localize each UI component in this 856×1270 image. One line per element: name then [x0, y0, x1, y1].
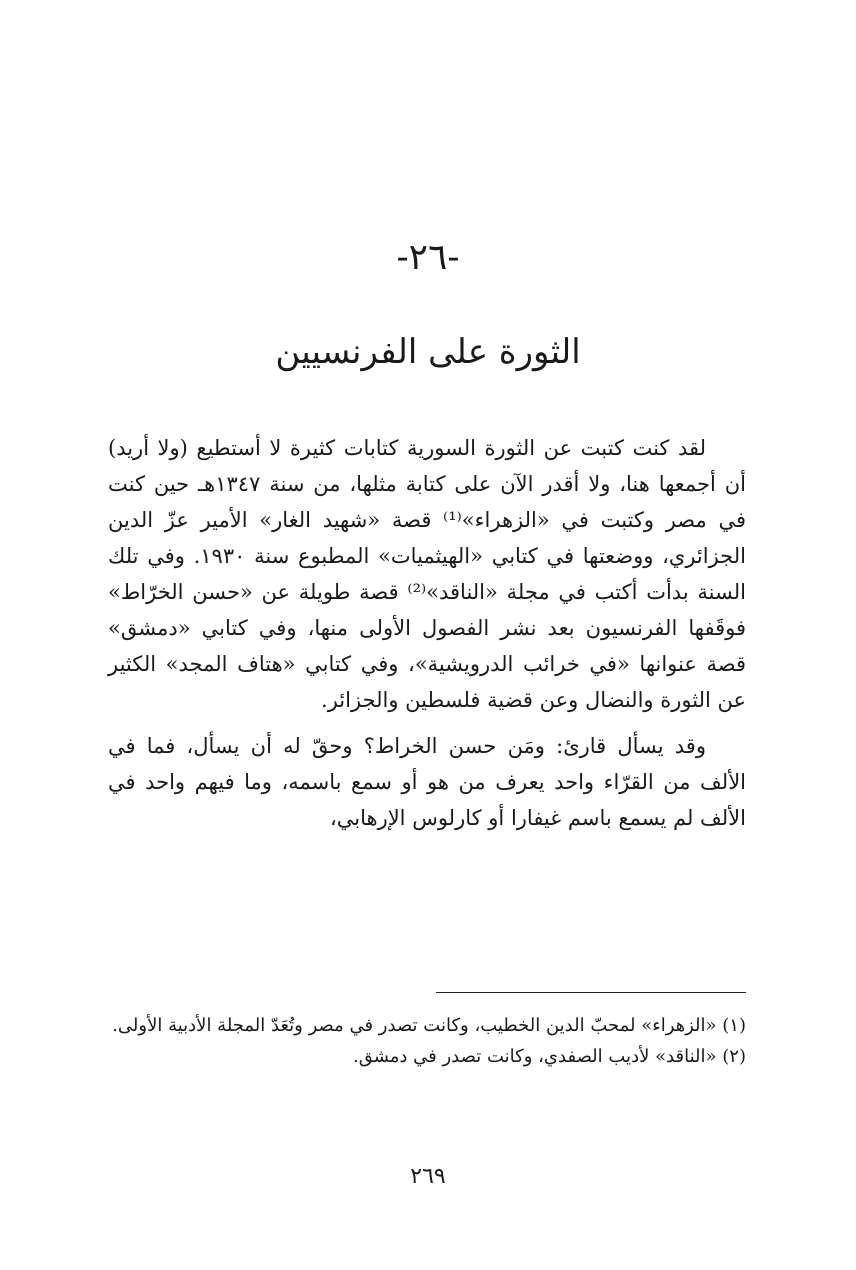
body-text	[108, 430, 746, 846]
paragraph-2: وقد يسأل قارئ: ومَن حسن الخراط؟ وحقّ له أن يسأل، فما في الألف من القرّاء واحد يعرف من هو أو سمع باسمه، وما فيهم واحد في الألف لم يسمع باسم غيفارا أو كارلوس الإرهابي،	[108, 734, 746, 830]
page-number: ٢٦٩	[410, 1164, 446, 1189]
footnote-1: (١) «الزهراء» لمحبّ الدين الخطيب، وكانت تصدر في مصر وتُعَدّ المجلة الأدبية الأولى.	[112, 1015, 746, 1036]
footnote-divider	[436, 992, 746, 993]
footnotes	[108, 1010, 746, 1072]
paragraph-1: لقد كنت كتبت عن الثورة السورية كتابات كثيرة لا أستطيع (ولا أريد) أن أجمعها هنا، ولا أقدر الآن على كتابة مثلها، من سنة ١٣٤٧هـ حين كنت في مصر وكتبت في «الزهراء»⁽¹⁾ قصة «شهيد الغار» الأمير عزّ الدين الجزائري، ووضعتها في كتابي «الهيثميات» المطبوع سنة ١٩٣٠. وفي تلك السنة بدأت أكتب في مجلة «الناقد»⁽²⁾ قصة طويلة عن «حسن الخرّاط» فوقَفها الفرنسيون بعد نشر الفصول الأولى منها، وفي كتابي «دمشق» قصة عنوانها «في خرائب الدرويشية»، وفي كتابي «هتاف المجد» الكثير عن الثورة والنضال وعن قضية فلسطين والجزائر.	[108, 436, 746, 712]
chapter-number: -٢٦-	[396, 237, 460, 278]
footnote-2: (٢) «الناقد» لأديب الصفدي، وكانت تصدر في دمشق.	[352, 1046, 746, 1067]
chapter-title: الثورة على الفرنسيين	[275, 332, 581, 372]
